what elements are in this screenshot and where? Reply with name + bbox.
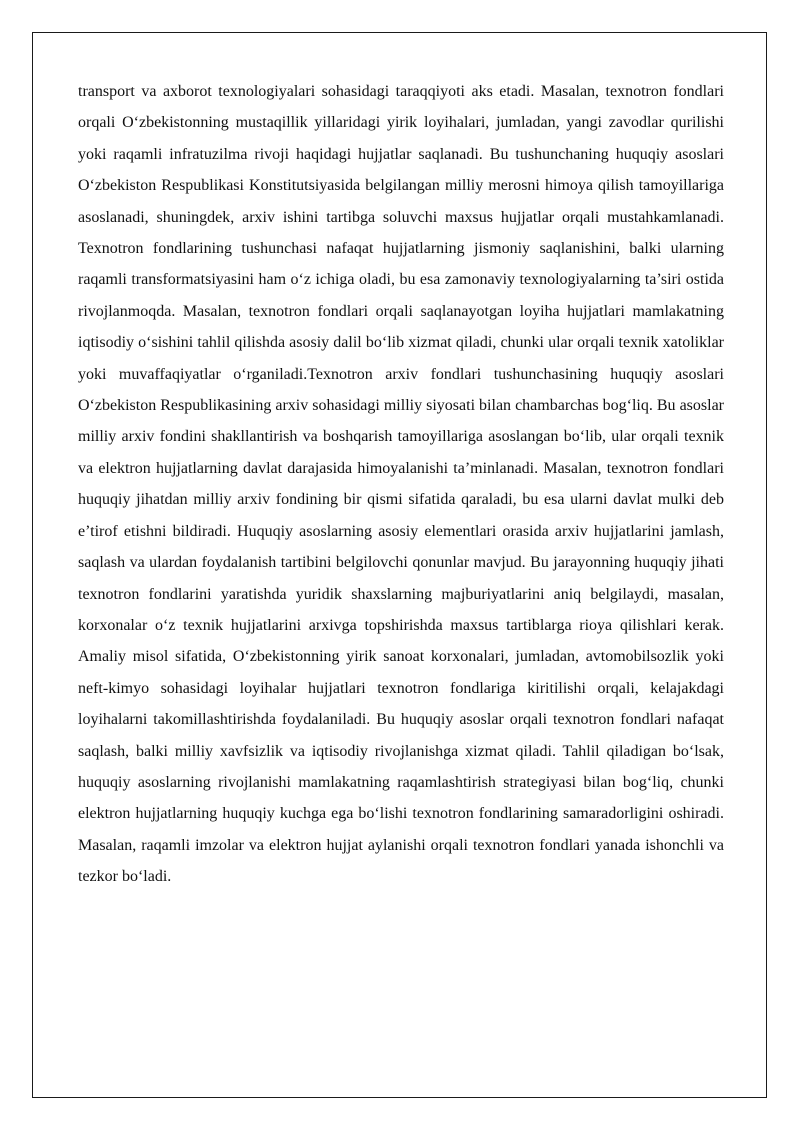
body-paragraph: transport va axborot texnologiyalari sohasidagi taraqqiyoti aks etadi. Masalan, texnotron fondlari orqali O‘zbekistonning mustaqillik yillaridagi yirik loyihalari, jumladan, yangi zavodlar qurilishi yoki raqamli infratuzilma rivoji haqidagi hujjatlar saqlanadi. Bu tushunchaning huquqiy asoslari O‘zbekiston Respublikasi Konstitutsiyasida belgilangan milliy merosni himoya qilish tamoyillariga asoslanadi, shuningdek, arxiv ishini tartibga soluvchi maxsus hujjatlar orqali mustahkamlanadi. Texnotron fondlarining tushunchasi nafaqat hujjatlarning jismoniy saqlanishini, balki ularning raqamli transformatsiyasini ham o‘z ichiga oladi, bu esa zamonaviy texnologiyalarning ta’siri ostida rivojlanmoqda. Masalan, texnotron fondlari orqali saqlanayotgan loyiha hujjatlari mamlakatning iqtisodiy o‘sishini tahlil qilishda asosiy dalil bo‘lib xizmat qiladi, chunki ular orqali texnik xatoliklar yoki muvaffaqiyatlar o‘rganiladi.Texnotron arxiv fondlari tushunchasining huquqiy asoslari O‘zbekiston Respublikasining arxiv sohasidagi milliy siyosati bilan chambarchas bog‘liq. Bu asoslar milliy arxiv fondini shakllantirish va boshqarish tamoyillariga asoslangan bo‘lib, ular orqali texnik va elektron hujjatlarning davlat darajasida himoyalanishi ta’minlanadi. Masalan, texnotron fondlari huquqiy jihatdan milliy arxiv fondining bir qismi sifatida qaraladi, bu esa ularni davlat mulki deb e’tirof etishni bildiradi. Huquqiy asoslarning asosiy elementlari orasida arxiv hujjatlarini jamlash, saqlash va ulardan foydalanish tartibini belgilovchi qonunlar mavjud. Bu jarayonning huquqiy jihati texnotron fondlarini yaratishda yuridik shaxslarning majburiyatlarini aniq belgilaydi, masalan, korxonalar o‘z texnik hujjatlarini arxivga topshirishda maxsus tartiblarga rioya qilishlari kerak. Amaliy misol sifatida, O‘zbekistonning yirik sanoat korxonalari, jumladan, avtomobilsozlik yoki neft-kimyo sohasidagi loyihalar hujjatlari texnotron fondlariga kiritilishi orqali, kelajakdagi loyihalarni takomillashtirishda foydalaniladi. Bu huquqiy asoslar orqali texnotron fondlari nafaqat saqlash, balki milliy xavfsizlik va iqtisodiy rivojlanishga xizmat qiladi. Tahlil qiladigan bo‘lsak, huquqiy asoslarning rivojlanishi mamlakatning raqamlashtirish strategiyasi bilan bog‘liq, chunki elektron hujjatlarning huquqiy kuchga ega bo‘lishi texnotron fondlarining samaradorligini oshiradi. Masalan, raqamli imzolar va elektron hujjat aylanishi orqali texnotron fondlari yanada ishonchli va tezkor bo‘ladi. [78,83,724,886]
